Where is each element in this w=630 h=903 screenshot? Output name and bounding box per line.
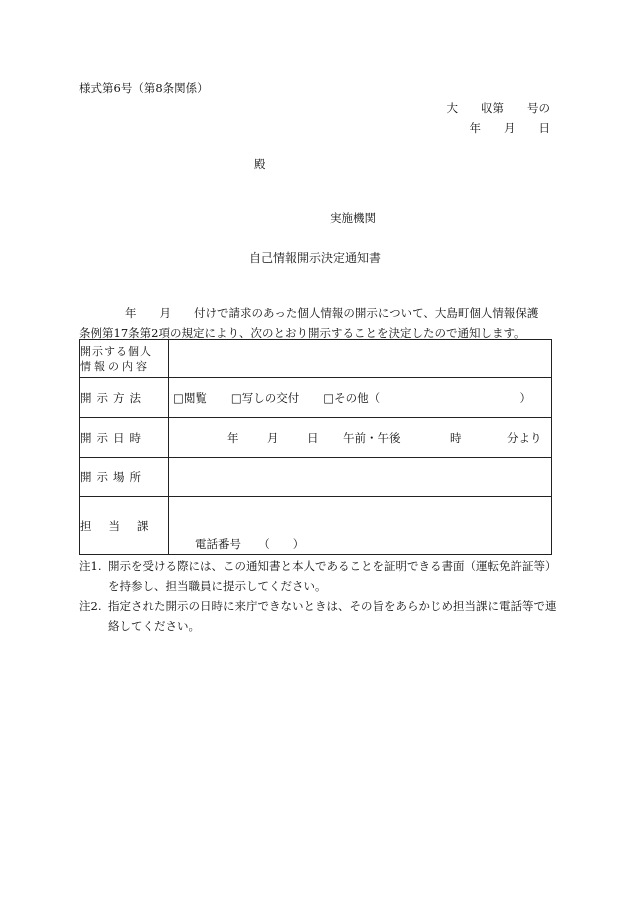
datetime-ampm: 午前・午後: [343, 431, 401, 445]
table-row-content: [80, 340, 552, 378]
note-1-text: 開示を受ける際には、この通知書と本人であることを証明できる書面（運転免許証等）を持参し、担当職員に提示してください。: [108, 559, 557, 593]
label-disclosure-method: 開示方法: [80, 378, 169, 418]
phone-number-field: 電話番号 （ ）: [195, 537, 305, 551]
datetime-minute: 分より: [507, 431, 542, 445]
addressee-honorific: 殿: [254, 157, 266, 171]
datetime-year: 年: [227, 431, 239, 445]
value-disclosed-info: [169, 340, 552, 378]
disclosure-table: [79, 339, 552, 555]
value-responsible-department: [169, 497, 552, 555]
table-row-datetime: [80, 418, 552, 458]
label-disclosed-info: [80, 340, 169, 378]
body-line-2: 条例第17条第2項の規定により、次のとおり開示することを決定したので通知します。: [79, 326, 526, 340]
value-disclosure-place: [169, 458, 552, 497]
option-other-close: ）: [519, 390, 531, 405]
option-inspection: □閲覧: [173, 390, 207, 405]
body-paragraph: [79, 303, 554, 343]
value-disclosure-datetime: [169, 418, 552, 458]
issue-date: 年 月 日: [469, 121, 550, 135]
note-2-mark: 注2.: [79, 599, 102, 613]
note-1-mark: 注1.: [79, 559, 102, 573]
note-1: [79, 556, 559, 596]
implementing-organization: 実施機関: [330, 211, 376, 225]
label-disclosure-place: 開示場所: [80, 458, 169, 497]
datetime-month: 月: [267, 431, 279, 445]
table-row-place: [80, 458, 552, 497]
table-row-department: [80, 497, 552, 555]
document-title: 自己情報開示決定通知書: [248, 251, 381, 265]
table-row-method: [80, 378, 552, 418]
label-disclosed-info-line1: 開示する個人: [80, 344, 152, 358]
label-disclosed-info-line2: 情報の内容: [80, 359, 150, 373]
note-2-text: 指定された開示の日時に来庁できないときは、その旨をあらかじめ担当課に電話等で連絡してください。: [108, 599, 557, 633]
datetime-hour: 時: [450, 431, 462, 445]
value-disclosure-method: [169, 378, 552, 418]
label-disclosure-datetime: 開示日時: [80, 418, 169, 458]
option-copy-delivery: □写しの交付: [230, 390, 300, 405]
note-2: [79, 596, 559, 636]
body-line-1: 年 月 付けで請求のあった個人情報の開示について、大島町個人情報保護: [125, 306, 539, 320]
form-number: 様式第6号（第8条関係）: [79, 81, 209, 95]
notes: [79, 556, 559, 636]
option-other: □その他（: [323, 390, 381, 405]
datetime-day: 日: [307, 431, 319, 445]
reference-number: 大 収第 号の: [446, 101, 550, 115]
label-responsible-department: 担当課: [80, 497, 169, 555]
